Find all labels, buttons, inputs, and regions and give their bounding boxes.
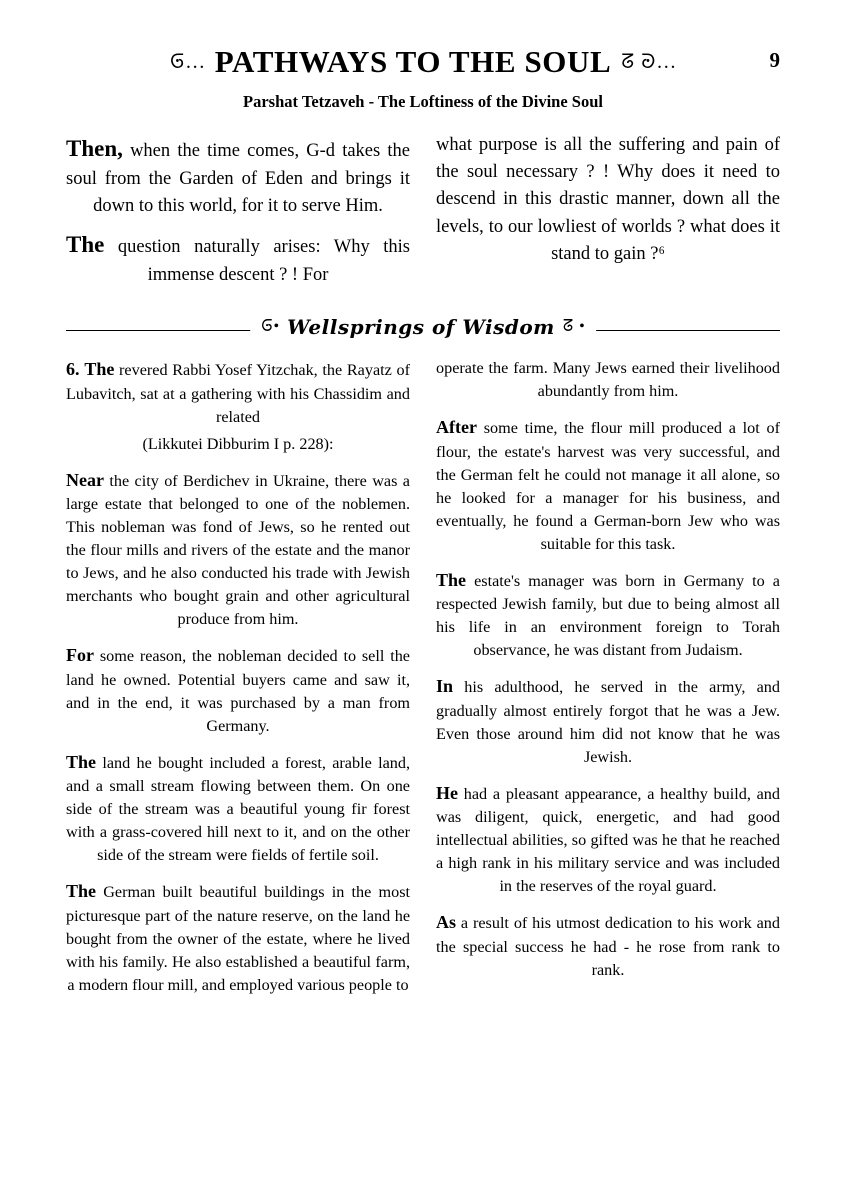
paragraph [436, 415, 780, 556]
paragraph [66, 132, 410, 220]
paragraph-lead: Then, [66, 136, 123, 161]
flourish-ornament-icon: ᘔ ᘒ… [621, 51, 678, 73]
paragraph-lead: The [66, 232, 105, 258]
paragraph-lead: After [436, 417, 477, 438]
paragraph-text: question naturally arises: Why this immense descent ? ! For [104, 237, 410, 285]
paragraph-text: some reason, the nobleman decided to sell the land he owned. Potential buyers came and saw it, and in the end, it was purchased by a man from Germany. [66, 647, 410, 735]
divider-label-wrap [250, 315, 596, 339]
paragraph [66, 750, 410, 868]
paragraph-lead: Near [66, 469, 104, 490]
paragraph-lead: The [436, 569, 467, 590]
paragraph-text: the city of Berdichev in Ukraine, there was a large estate that belonged to one of the noblemen. This nobleman was fond of Jews, so he rented out the flour mills and rivers of the estate and the manor to Jews, and he also conducted his trade with Jewish merchants who bought grain and other agricultural produce from him. [66, 471, 410, 629]
main-column-right [436, 132, 780, 297]
paragraph-text: some time, the flour mill produced a lot of flour, the estate's harvest was very successful, and the German felt he could not manage it all alone, so he looked for a manager for his business, and eventually, he found a German-born Jew who was suitable for this task. [436, 419, 780, 553]
paragraph [66, 643, 410, 738]
paragraph-text: estate's manager was born in Germany to a respected Jewish family, but due to being almost all his life in an environment foreign to Torah observance, he was distant from Judaism. [436, 571, 780, 660]
main-text-columns [66, 132, 780, 297]
page-number: 9 [769, 48, 780, 72]
paragraph-lead: The [66, 881, 97, 902]
commentary-columns [66, 357, 780, 1009]
paragraph [436, 781, 780, 899]
paragraph [436, 568, 780, 663]
source-citation: (Likkutei Dibburim I p. 228): [142, 434, 334, 453]
paragraph-lead: As [436, 912, 457, 933]
paragraph-text: had a pleasant appearance, a healthy build, and was diligent, quick, energetic, and had good intellectual abilities, so gifted was he that he reached a high rank in his military service and was included in the reserves of the royal guard. [436, 784, 780, 896]
paragraph-text: operate the farm. Many Jews earned their livelihood abundantly from him. [436, 359, 780, 401]
flourish-ornament-icon: •ᘒ [260, 318, 280, 336]
section-divider [66, 315, 780, 345]
paragraph [436, 132, 780, 268]
commentary-column-left [66, 357, 410, 1009]
paragraph-text: when the time comes, G-d takes the soul from the Garden of Eden and brings it down to this world, for it to serve Him. [66, 141, 410, 216]
paragraph-text: land he bought included a forest, arable land, and a small stream flowing between them. On one side of the stream was a beautiful young fir forest with a grass-covered hill next to it, and on the other side of the stream were fields of fertile soil. [66, 753, 410, 865]
paragraph-text: German built beautiful buildings in the most picturesque part of the nature reserve, on the land he bought from the owner of the estate, where he lived with his family. He also established a beautiful farm, a modern flour mill, and employed various people to [66, 883, 410, 994]
commentary-column-right [436, 357, 780, 1009]
paragraph [436, 357, 780, 403]
paragraph [66, 357, 410, 429]
section-title: Wellsprings of Wisdom [287, 315, 555, 340]
book-title-line [66, 44, 780, 80]
paragraph [66, 228, 410, 289]
page-subtitle: Parshat Tetzaveh - The Loftiness of the Divine Soul [243, 92, 603, 111]
paragraph-lead: He [436, 782, 458, 803]
page-header [66, 0, 780, 112]
paragraph-lead: For [66, 645, 94, 666]
paragraph-text: his adulthood, he served in the army, and gradually almost entirely forgot that he was a Jew. Even those around him did not know that he was Jewish. [436, 678, 780, 766]
paragraph-text: a result of his utmost dedication to his work and the special success he had - he rose from rank to rank. [436, 914, 780, 979]
paragraph-lead: The [66, 751, 97, 772]
paragraph-text: revered Rabbi Yosef Yitzchak, the Rayatz of Lubavitch, sat at a gathering with his Chassidim and related [66, 361, 410, 426]
page-title: PATHWAYS TO THE SOUL [214, 44, 612, 79]
paragraph [436, 910, 780, 982]
paragraph-lead: In [436, 676, 454, 697]
paragraph [66, 468, 410, 632]
flourish-ornament-icon: ᘔ • [562, 318, 586, 336]
paragraph [66, 879, 410, 997]
paragraph-lead: 6. The [66, 359, 115, 380]
paragraph-text: what purpose is all the suffering and pain of the soul necessary ? ! Why does it need to descend in this drastic manner, down all the levels, to our lowliest of worlds ? what does it stand to gain ?⁶ [436, 135, 780, 264]
paragraph [436, 674, 780, 769]
flourish-ornament-icon: …ᘒ [168, 51, 205, 73]
main-column-left [66, 132, 410, 297]
